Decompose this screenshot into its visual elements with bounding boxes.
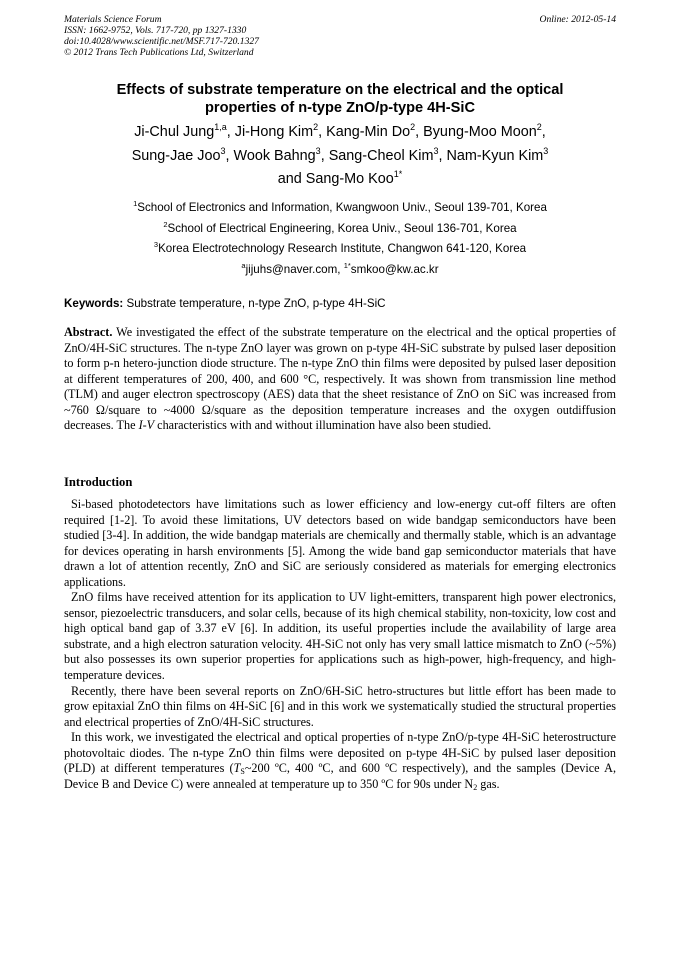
author-sup: 3	[220, 145, 226, 156]
paper-title	[64, 81, 616, 117]
author-sup: 3	[543, 145, 549, 156]
email-a: jijuhs@naver.com,	[245, 262, 344, 276]
abstract-iv: I-V	[138, 418, 155, 433]
author-sep: ,	[320, 147, 329, 164]
introduction-heading: Introduction	[64, 475, 133, 489]
author-sep: ,	[226, 124, 235, 140]
author-name: Sung-Jae Joo	[131, 147, 221, 164]
author-line-1	[64, 121, 616, 145]
affiliation-sup: 1	[133, 199, 138, 208]
intro-paragraph-2: ZnO films have received attention for its application to UV light-emitters, transparent high power electronics, sensor, piezoelectric transducers, and solar cells, because of its high chemical stability, non-toxicity, low cost and high optical band gap of 3.37 eV [6]. In addition, its useful properties include the availability of large area substrate, and a high electron saturation velocity. 4H-SiC not only has very small lattice mismatch to ZnO (~5%) but also possesses its own superior properties for applications such as high-power, high-frequency, and high-temperature devices.	[64, 590, 616, 683]
keywords-text: Substrate temperature, n-type ZnO, p-type 4H-SiC	[123, 297, 386, 310]
author-sup: 3	[433, 145, 439, 156]
author-name: Wook Bahng	[233, 147, 316, 164]
journal-header	[64, 14, 616, 58]
affiliation-sup: 2	[163, 219, 168, 229]
email-sup: 1*	[343, 260, 351, 270]
intro-ts: T	[233, 761, 241, 776]
affiliation-text: School of Electronics and Information, Kwangwoon Univ., Seoul 139-701, Korea	[137, 201, 547, 214]
intro-p4-a: In this work, we investigated the electrical and optical properties of n-type ZnO/p-type 4H-SiC heterostructure photovoltaic diodes. The n-type ZnO thin films were deposited on p-type 4H-SiC by pulsed laser deposition (PLD) at different temperatures (	[64, 730, 616, 776]
title-line-2: properties of n-type ZnO/p-type 4H-SiC	[205, 100, 475, 116]
abstract-text-1: We investigated the effect of the substrate temperature on the electrical and the optical properties of ZnO/4H-SiC structures. The n-type ZnO layer was grown on p-type 4H-SiC substrate by pulsed laser deposition to form p-n hetero-junction diode structure. The n-type ZnO thin films were deposited by pulsed laser deposition at different temperatures of 200, 400, and 600 °C, respectively. It was shown from transmission line method (TLM) and auger electron spectroscopy (AES) data that the sheet resistance of ZnO on SiC was increased from ~760 Ω/square to ~4000 Ω/square as the deposition temperature increases and the oxygen outdiffusion decreases. The	[64, 325, 616, 433]
intro-p4-c: gas.	[477, 776, 500, 791]
online-date: Online: 2012-05-14	[539, 14, 616, 25]
author-sep: ,	[318, 124, 327, 140]
intro-paragraph-4	[64, 730, 616, 792]
author-name: Byung-Moo Moon	[423, 124, 537, 140]
email-line	[64, 260, 616, 281]
author-line-3	[64, 168, 616, 192]
issn-line: ISSN: 1662-9752, Vols. 717-720, pp 1327-1330	[64, 25, 247, 36]
abstract-text-2: characteristics with and without illumination have also been studied.	[154, 418, 492, 433]
author-sup: 1,a	[214, 122, 227, 132]
abstract	[64, 325, 616, 434]
doi-line: doi:10.4028/www.scientific.net/MSF.717-720.1327	[64, 36, 259, 47]
keywords	[64, 297, 616, 311]
author-name: and Sang-Mo Koo	[277, 171, 394, 187]
journal-name: Materials Science Forum	[64, 14, 162, 25]
affiliation-sup: 3	[153, 240, 159, 249]
affiliation-text: Korea Electrotechnology Research Institute, Changwon 641-120, Korea	[158, 242, 527, 255]
author-line-2	[64, 145, 616, 169]
title-line-1: Effects of substrate temperature on the electrical and the optical	[116, 82, 564, 98]
affiliation-2	[64, 219, 616, 240]
author-sup: 2	[536, 122, 542, 132]
intro-p4-b: ~200 ºC, 400 ºC, and 600 ºC respectively), and the samples (Device A, Device B and Device C) were annealed at temperature up to 350 ºC for 90s under N	[64, 761, 616, 791]
email-sup: a	[241, 260, 246, 270]
author-sep: ,	[541, 124, 546, 140]
affiliation-text: School of Electrical Engineering, Korea Univ., Seoul 136-701, Korea	[167, 221, 517, 235]
author-name: Sang-Cheol Kim	[328, 147, 434, 164]
copyright-line: © 2012 Trans Tech Publications Ltd, Switzerland	[64, 47, 254, 58]
author-sep: ,	[438, 147, 447, 164]
author-list	[64, 121, 616, 192]
author-name: Ji-Hong Kim	[234, 124, 314, 140]
author-name: Nam-Kyun Kim	[446, 147, 544, 164]
abstract-label: Abstract.	[64, 325, 113, 339]
author-name: Ji-Chul Jung	[134, 124, 215, 140]
affiliation-1	[64, 198, 616, 219]
author-sep: ,	[225, 147, 234, 164]
author-sep: ,	[415, 124, 424, 140]
author-sup: 2	[410, 122, 416, 132]
affiliation-3	[64, 239, 616, 260]
keywords-label: Keywords:	[64, 297, 124, 310]
email-b: smkoo@kw.ac.kr	[350, 262, 439, 276]
author-sup: 2	[313, 122, 319, 132]
author-sup: 1*	[393, 169, 403, 179]
affiliation-list	[64, 198, 616, 280]
author-name: Kang-Min Do	[326, 124, 411, 140]
introduction-body	[64, 497, 616, 792]
intro-paragraph-1: Si-based photodetectors have limitations such as lower efficiency and low-energy cut-off filters are often required [1-2]. To avoid these limitations, UV detectors based on wide bandgap semiconductors have been studied [3-4]. In addition, the wide bandgap materials are chemically and thermally stable, which is an advantage for devices operating in harsh environments [5]. Among the wide band gap semiconductor materials that have drawn a lot of attention recently, ZnO and SiC are seriously considered as materials for emerging electronics applications.	[64, 497, 616, 589]
intro-ts-sub: S	[240, 767, 245, 777]
author-sup: 3	[315, 145, 321, 156]
intro-n2-sub: 2	[473, 782, 478, 792]
intro-paragraph-3: Recently, there have been several reports on ZnO/6H-SiC hetro-structures but little effort has been made to grow epitaxial ZnO thin films on 4H-SiC [6] and in this work we systematically studied the structural properties and electrical properties of ZnO/4H-SiC structures.	[64, 683, 616, 729]
